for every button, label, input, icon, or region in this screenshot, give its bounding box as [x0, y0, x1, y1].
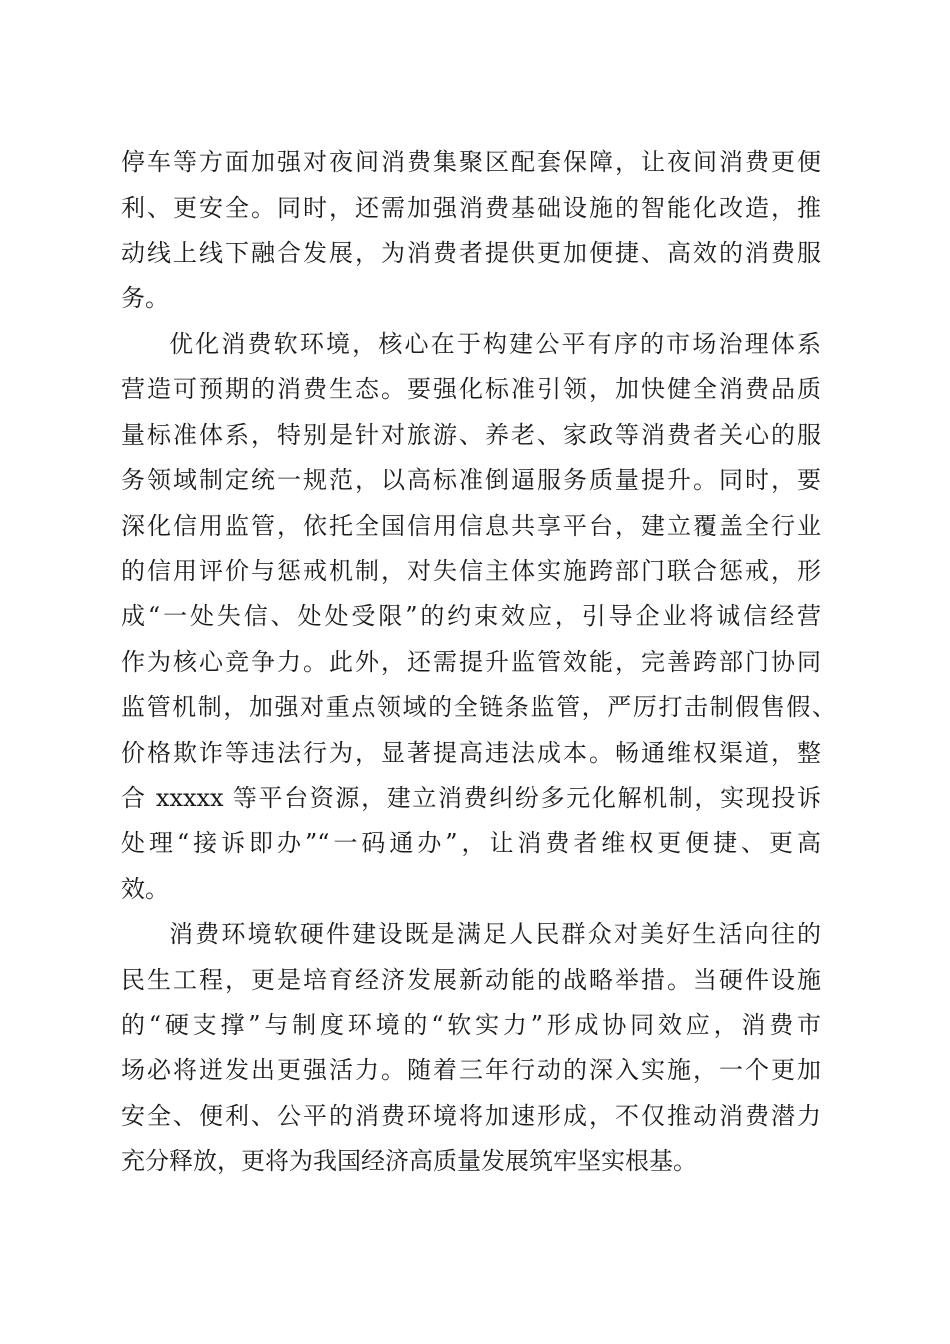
paragraph-2-line-6: 的信用评价与惩戒机制，对失信主体实施跨部门联合惩戒，形 [121, 557, 821, 585]
paragraph-2-line-8: 作为核心竞争力。此外，还需提升监管效能，完善跨部门协同 [121, 648, 821, 676]
paragraph-2-line-12: 处理“接诉即办”“一码通办”，让消费者维权更便捷、更高 [121, 829, 821, 857]
paragraph-2-line-2: 营造可预期的消费生态。要强化标准引领，加快健全消费品质 [121, 375, 821, 403]
paragraph-2-line-13: 效。 [121, 875, 169, 903]
paragraph-3-line-4: 场必将迸发出更强活力。随着三年行动的深入实施，一个更加 [121, 1056, 821, 1084]
paragraph-3-line-2: 民生工程，更是培育经济发展新动能的战略举措。当硬件设施 [121, 966, 821, 994]
paragraph-2-line-7: 成“一处失信、处处受限”的约束效应，引导企业将诚信经营 [121, 602, 821, 630]
paragraph-2-line-10: 价格欺诈等违法行为，显著提高违法成本。畅通维权渠道，整 [121, 739, 821, 767]
paragraph-2-line-4: 务领域制定统一规范，以高标准倒逼服务质量提升。同时，要 [121, 466, 821, 494]
paragraph-3-line-5: 安全、便利、公平的消费环境将加速形成，不仅推动消费潜力 [121, 1102, 821, 1130]
paragraph-3-line-1: 消费环境软硬件建设既是满足人民群众对美好生活向往的 [169, 920, 821, 948]
paragraph-2-line-11: 合 xxxxx 等平台资源，建立消费纠纷多元化解机制，实现投诉 [121, 784, 821, 812]
paragraph-1-line-1: 停车等方面加强对夜间消费集聚区配套保障，让夜间消费更便 [121, 148, 821, 176]
paragraph-2-line-9: 监管机制，加强对重点领域的全链条监管，严厉打击制假售假、 [121, 693, 836, 721]
paragraph-1-line-3: 动线上线下融合发展，为消费者提供更加便捷、高效的消费服 [121, 239, 821, 267]
paragraph-3-line-6: 充分释放，更将为我国经济高质量发展筑牢坚实根基。 [121, 1147, 697, 1175]
paragraph-2-line-3: 量标准体系，特别是针对旅游、养老、家政等消费者关心的服 [121, 421, 821, 449]
paragraph-1-line-4: 务。 [121, 284, 169, 312]
paragraph-2-line-1: 优化消费软环境，核心在于构建公平有序的市场治理体系 [169, 330, 821, 358]
paragraph-1-line-2: 利、更安全。同时，还需加强消费基础设施的智能化改造，推 [121, 194, 821, 222]
paragraph-2-line-5: 深化信用监管，依托全国信用信息共享平台，建立覆盖全行业 [121, 512, 821, 540]
paragraph-3-line-3: 的“硬支撑”与制度环境的“软实力”形成协同效应，消费市 [121, 1011, 821, 1039]
